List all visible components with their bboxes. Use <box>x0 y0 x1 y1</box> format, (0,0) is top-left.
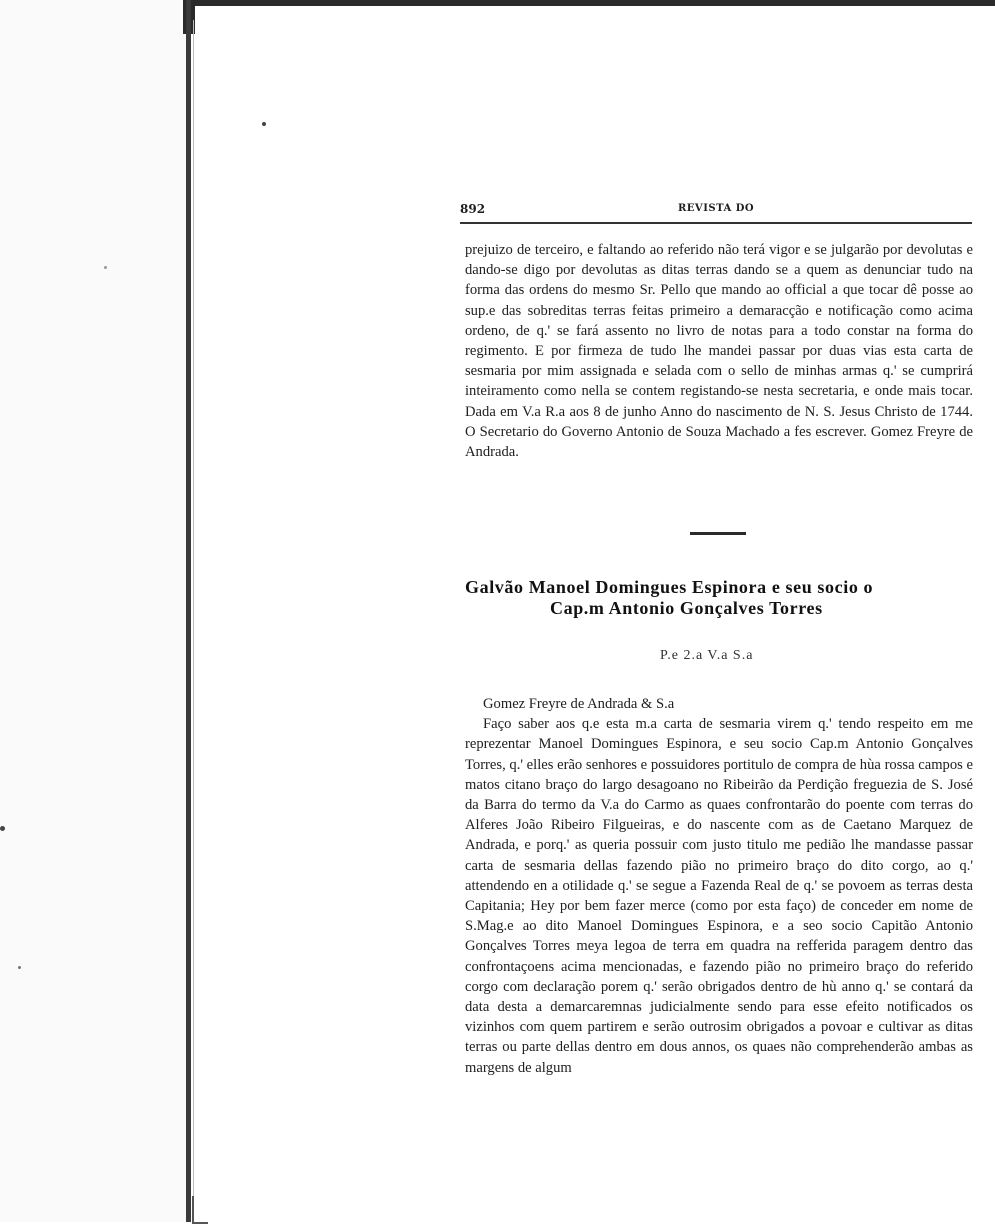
running-header <box>460 200 972 224</box>
entry-body-text: Faço saber aos q.e esta m.a carta de sesmaria virem q.' tendo respeito em me reprezentar Manoel Domingues Espinora, e seu socio Cap.m Antonio Gonçalves Torres, q.' elles erão senhores e possuidores portitulo de compra de hùa rossa campos e matos citano braço do largo desagoano no Ribeirão da Perdição freguezia de S. José da Barra do termo da V.a do Carmo as quaes confrontarão do poente com terras do Alferes João Ribeiro Filgueiras, e do nascente com as de Caetano Marquez de Andrada, e porq.' as queria possuir com justo titulo me pedião lhe mandasse passar carta de sesmaria dellas fazendo pião no primeiro braço do dito corgo, ao q.' attendendo en a otilidade q.' se segue a Fazenda Real de q.' se povoem as terras desta Capitania; Hey por bem fazer merce (como por esta faço) de conceder em nome de S.Mag.e ao dito Manoel Domingues Espinora, e a seo socio Capitão Antonio Gonçalves Torres meya legoa de terra em quadra na refferida paragem dentro das confrontaçoens acima mencionadas, e fazendo pião no primeiro braço do referido corgo com declaração porem q.' serão obrigados dentro de hù anno q.' se contará da data desta a demarcaremnas judicialmente sendo para esse efeito notificados os vizinhos com quem partirem e serão outrosim obrigados a povoar e cultivar as ditas terras ou parte dellas dentro em dous annos, os quaes não comprehenderão ambas as margens de algum <box>465 716 973 1076</box>
scan-top-edge <box>186 0 995 6</box>
entry-title-line-2: Cap.m Antonio Gonçalves Torres <box>550 598 823 618</box>
salutation: Gomez Freyre de Andrada & S.a <box>483 696 675 712</box>
entry-title-line-1: Galvão Manoel Domingues Espinora e seu socio o <box>465 577 874 597</box>
section-divider <box>690 532 746 535</box>
continued-text: prejuizo de terceiro, e faltando ao referido não terá vigor e se julgarão por devolutas e dando-se digo por devolutas as ditas terras dando se a quem as denunciar tudo na forma das ordens do mesmo Sr. Pello que mando ao official a que tocar dê posse ao sup.e das sobreditas terras feitas primeiro a demaracção e notificação como acima ordeno, de q.' se fará assento no livro de notas para a todo constar na forma do regimento. E por firmeza de tudo lhe mandei passar por duas vias esta carta de sesmaria por mim assignada e selada com o sello de minhas armas q.' se cumprirá inteiramento como nella se contem registando-se nesta secretaria, e onde mais tocar. Dada em V.a R.a aos 8 de junho Anno do nascimento de N. S. Jesus Christo de 1744. O Secretario do Governo Antonio de Souza Machado a fes escrever. Gomez Freyre de Andrada. <box>465 242 973 461</box>
page-number: 892 <box>460 202 486 216</box>
book-spine-line <box>193 20 194 1220</box>
scan-speck <box>0 826 5 831</box>
scan-speck <box>104 266 107 269</box>
scan-spine-bottom-mark <box>192 1196 208 1224</box>
book-spine-shadow <box>186 0 191 1222</box>
scan-left-margin <box>0 0 186 1222</box>
entry-subtitle: P.e 2.a V.a S.a <box>660 648 754 663</box>
scan-speck <box>18 966 21 969</box>
running-title: REVISTA DO <box>678 203 755 214</box>
entry-body <box>465 694 973 1078</box>
continued-paragraph <box>465 240 973 462</box>
entry-title <box>465 577 977 619</box>
scan-speck <box>262 122 266 126</box>
